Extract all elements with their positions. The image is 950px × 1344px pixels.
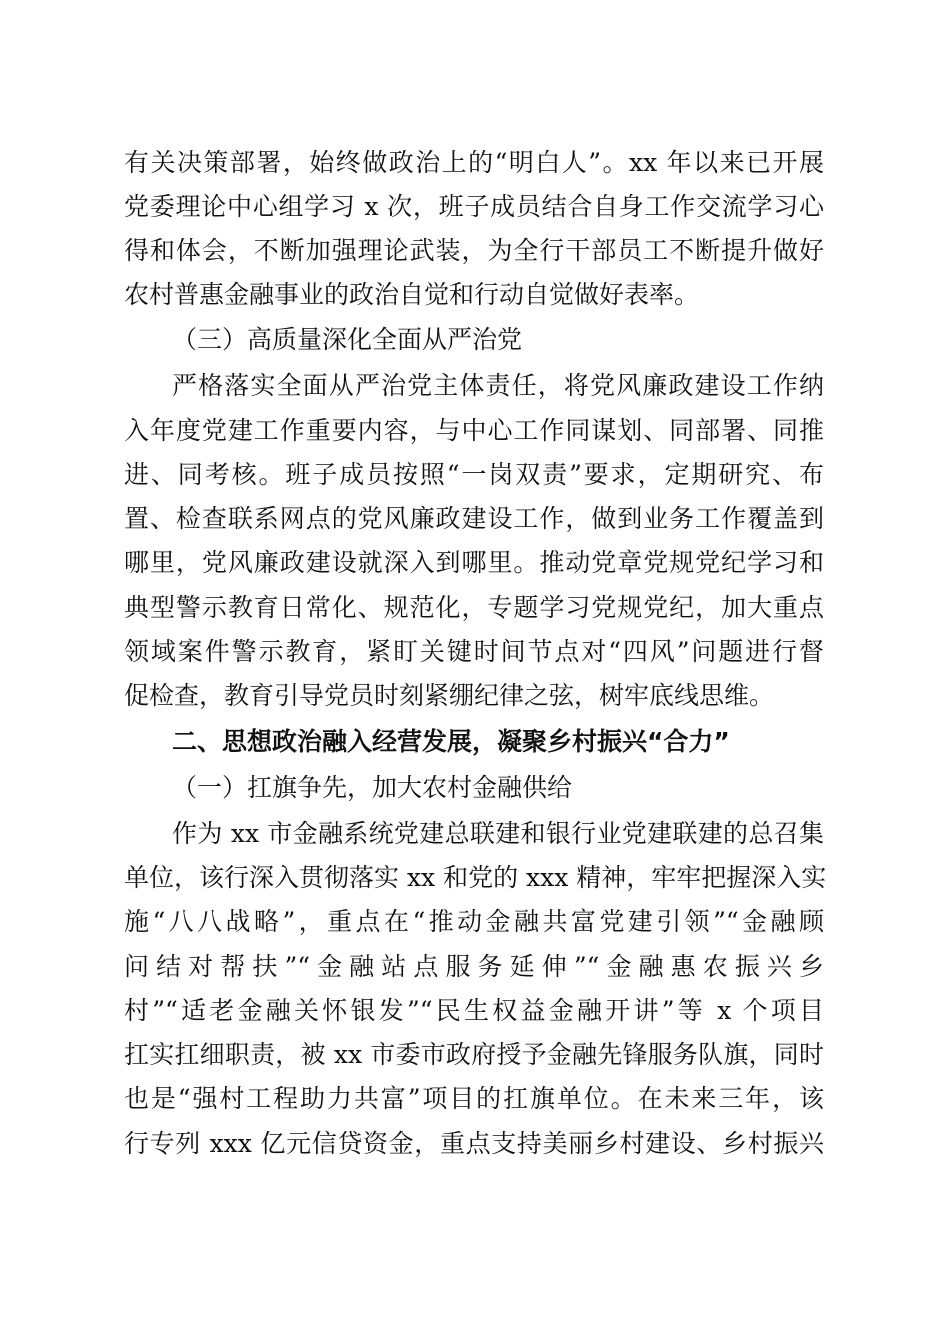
- paragraph-line: 扛实扛细职责，被 xx 市委市政府授予金融先锋服务队旗，同时: [124, 1040, 824, 1069]
- paragraph-line: 施“八八战略”，重点在“推动金融共富党建引领”“金融顾: [124, 907, 824, 936]
- section-heading: 二、思想政治融入经营发展，凝聚乡村振兴“合力”: [172, 727, 730, 756]
- paragraph-line: 问结对帮扶”“金融站点服务延伸”“金融惠农振兴乡: [124, 952, 824, 981]
- section-subheading: （一）扛旗争先，加大农村金融供给: [172, 773, 573, 802]
- paragraph-line: 领域案件警示教育，紧盯关键时间节点对“四风”问题进行督: [124, 637, 824, 666]
- paragraph-line: 农村普惠金融事业的政治自觉和行动自觉做好表率。: [124, 280, 700, 309]
- paragraph-line: 有关决策部署，始终做政治上的“明白人”。xx 年以来已开展: [124, 148, 824, 177]
- paragraph-line: 典型警示教育日常化、规范化，专题学习党规党纪，加大重点: [124, 593, 824, 622]
- paragraph-line: 得和体会，不断加强理论武装，为全行干部员工不断提升做好: [124, 236, 824, 265]
- paragraph-line: 单位，该行深入贯彻落实 xx 和党的 xxx 精神，牢牢把握深入实: [124, 863, 827, 892]
- paragraph-line: 严格落实全面从严治党主体责任，将党风廉政建设工作纳: [172, 371, 824, 400]
- paragraph-line: 置、检查联系网点的党风廉政建设工作，做到业务工作覆盖到: [124, 504, 824, 533]
- paragraph-line: 党委理论中心组学习 x 次，班子成员结合自身工作交流学习心: [124, 192, 824, 221]
- paragraph-line: 行专列 xxx 亿元信贷资金，重点支持美丽乡村建设、乡村振兴: [124, 1129, 824, 1158]
- paragraph-line: 进、同考核。班子成员按照“一岗双责”要求，定期研究、布: [124, 460, 824, 489]
- paragraph-line: 哪里，党风廉政建设就深入到哪里。推动党章党规党纪学习和: [124, 548, 824, 577]
- paragraph-line: 促检查，教育引导党员时刻紧绷纪律之弦，树牢底线思维。: [124, 681, 775, 710]
- paragraph-line: 作为 xx 市金融系统党建总联建和银行业党建联建的总召集: [172, 819, 824, 848]
- paragraph-line: 村”“适老金融关怀银发”“民生权益金融开讲”等 x 个项目: [124, 996, 824, 1025]
- section-subheading: （三）高质量深化全面从严治党: [172, 325, 523, 354]
- paragraph-line: 也是“强村工程助力共富”项目的扛旗单位。在未来三年，该: [124, 1084, 824, 1113]
- paragraph-line: 入年度党建工作重要内容，与中心工作同谋划、同部署、同推: [124, 416, 824, 445]
